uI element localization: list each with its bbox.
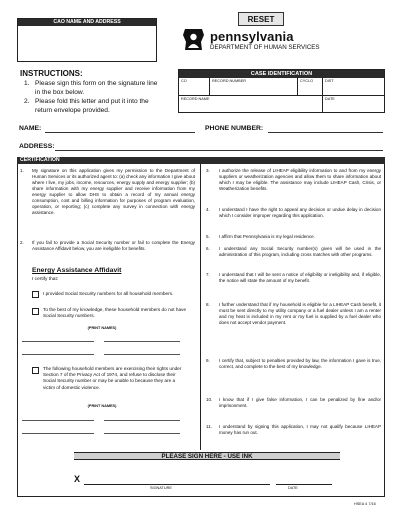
case-cyclo-label: CYCLO [300,79,314,83]
sign-here-bar: PLEASE SIGN HERE - USE INK [74,452,340,460]
print-name-line[interactable] [22,420,94,421]
certification-item [206,424,381,436]
item-number: 8. [206,302,210,307]
case-co-label: CO [181,79,187,83]
item-number: 2. [20,240,24,245]
instruction-item [24,80,164,97]
no-ssn-label: To the best of my knowledge, these household members do not have Social Security numbers. [43,307,187,319]
print-name-line[interactable] [104,433,180,434]
print-name-line[interactable] [104,420,180,421]
brand-name: pennsylvania [210,29,294,44]
instruction-number: 2. [24,98,30,105]
case-identification-box [178,69,385,113]
no-ssn-checkbox[interactable] [32,308,39,315]
item-number: 11. [206,424,212,429]
print-name-line[interactable] [104,341,180,342]
case-dist-label: DIST [325,79,334,83]
name-label: NAME: [19,125,42,132]
item-number: 10. [206,397,213,402]
print-names-label: (PRINT NAMES) [87,404,117,408]
phone-field[interactable] [268,132,383,133]
affidavit-title: Energy Assistance Affidavit [32,267,122,274]
signature-label: SIGNATURE [150,486,172,490]
instruction-number: 1. [24,80,30,87]
item-number: 5. [206,234,210,239]
print-name-line[interactable] [22,433,94,434]
item-text: If you fail to provide a Social Security number or fail to complete the Energy Assistance Affidavit below, you are ineligible for benefits. [32,240,195,252]
case-header: CASE IDENTIFICATION [179,70,384,78]
print-name-line[interactable] [22,341,94,342]
instruction-text: Please fold this letter and put it into the return envelope provided. [35,98,149,114]
certification-item [20,240,195,252]
certification-item [206,358,381,370]
ssn-provided-label: I provided Social Security numbers for all household members. [43,291,174,296]
keystone-logo-icon [182,28,205,52]
date-line[interactable] [276,484,332,485]
case-date-label: DATE [325,97,335,101]
item-text: I affirm that Pennsylvania is my legal residence. [219,234,315,239]
privacy-act-checkbox[interactable] [32,367,39,374]
item-number: 9. [206,358,210,363]
item-text: I further understand that if my household is eligible for a LIHEAP Cash benefit, it must be sent directly to my utility company or a fuel dealer unless I am a renter and my heat is included in my rent or my fuel is supplied by a fuel dealer who does not accept vendor payment. [219,302,381,326]
cao-header: CAO NAME AND ADDRESS [18,19,156,26]
item-number: 1. [20,168,24,173]
item-text: I authorize the release of LIHEAP eligibility information to and from my energy suppliers or weatherization agencies and allow them to share information about which I may be eligible. The assistance may include LIHEAP Cash, Crisis, or Weatherization benefits. [219,168,381,192]
item-text: I understand I have the right to appeal any decision or undue delay in decision which I consider improper regarding this application. [219,207,381,219]
item-text: I understand any Social Security number(s) given will be used in the administration of this program, including cross matches with other programs. [219,246,381,258]
item-text: My signature on this application gives my permission to the Department of Human Services or its authorized agent to: (a) check any information I give about where I live, my jobs, income, resources, energy supply and energy supplier; (b) share information with my energy supplier and receive information from my energy supplier to allow DHS to obtain a record of my annual energy consumption, cost and billing information for purposes of program evaluation, operation, or reporting; (c) complete any survey in connection with energy assistance. [32,168,196,216]
instructions-title: INSTRUCTIONS: [20,69,83,78]
brand-department: DEPARTMENT OF HUMAN SERVICES [210,44,320,51]
item-text: I know that if I give false information, I can be penalized by fine and/or imprisonment. [219,397,381,409]
item-number: 7. [206,272,210,277]
certification-item [20,168,195,216]
instruction-item [24,98,164,115]
privacy-act-label: The following household members are exercising their rights under Section 7 of the Privacy Act of 1974, and refuse to disclose their Social Security number or may be unable to because they are a victim of domestic violence. [43,366,182,390]
certification-item [206,234,381,240]
name-field[interactable] [45,132,195,133]
date-label: DATE [288,486,298,490]
form-id: HSEA 4 7/16 [354,502,376,506]
item-text: I certify that, subject to penalties provided by law, the information I gave is true, correct, and complete to the best of my knowledge. [219,358,381,370]
reset-button[interactable]: RESET [238,12,284,26]
item-number: 6. [206,246,210,251]
item-text: I understand by signing this application, I may not qualify because LIHEAP money has run out. [219,424,381,436]
instruction-text: Please sign this form on the signature line in the box below. [35,80,158,96]
signature-line[interactable] [84,484,270,485]
signature-x-mark: X [74,474,81,484]
case-col-divider [209,78,210,95]
print-name-line[interactable] [22,354,94,355]
certify-label: I certify that: [32,277,59,282]
case-record-number-label: RECORD NUMBER [212,79,246,83]
item-number: 4. [206,207,210,212]
certification-item [206,302,381,326]
certification-item [206,397,381,409]
certification-column-divider [200,164,201,450]
case-col-divider [322,78,323,112]
certification-item [206,246,381,258]
address-field[interactable] [55,150,383,151]
ssn-provided-checkbox[interactable] [32,291,39,298]
print-names-label: (PRINT NAMES) [87,326,117,330]
case-row-divider [179,95,384,96]
case-col-divider [297,78,298,95]
cao-name-address-box [17,18,157,62]
item-text: I understand that I will be sent a notice of eligibility or ineligibility and, if eligible, the notice will state the amount of my benefit. [219,272,381,284]
phone-label: PHONE NUMBER: [205,125,264,132]
certification-item [206,168,381,192]
certification-item [206,207,381,219]
item-number: 3. [206,168,210,173]
certification-header: CERTIFICATION [17,157,385,164]
case-record-name-label: RECORD NAME [181,97,210,101]
certification-item [206,272,381,284]
print-name-line[interactable] [104,354,180,355]
address-label: ADDRESS: [19,143,55,150]
